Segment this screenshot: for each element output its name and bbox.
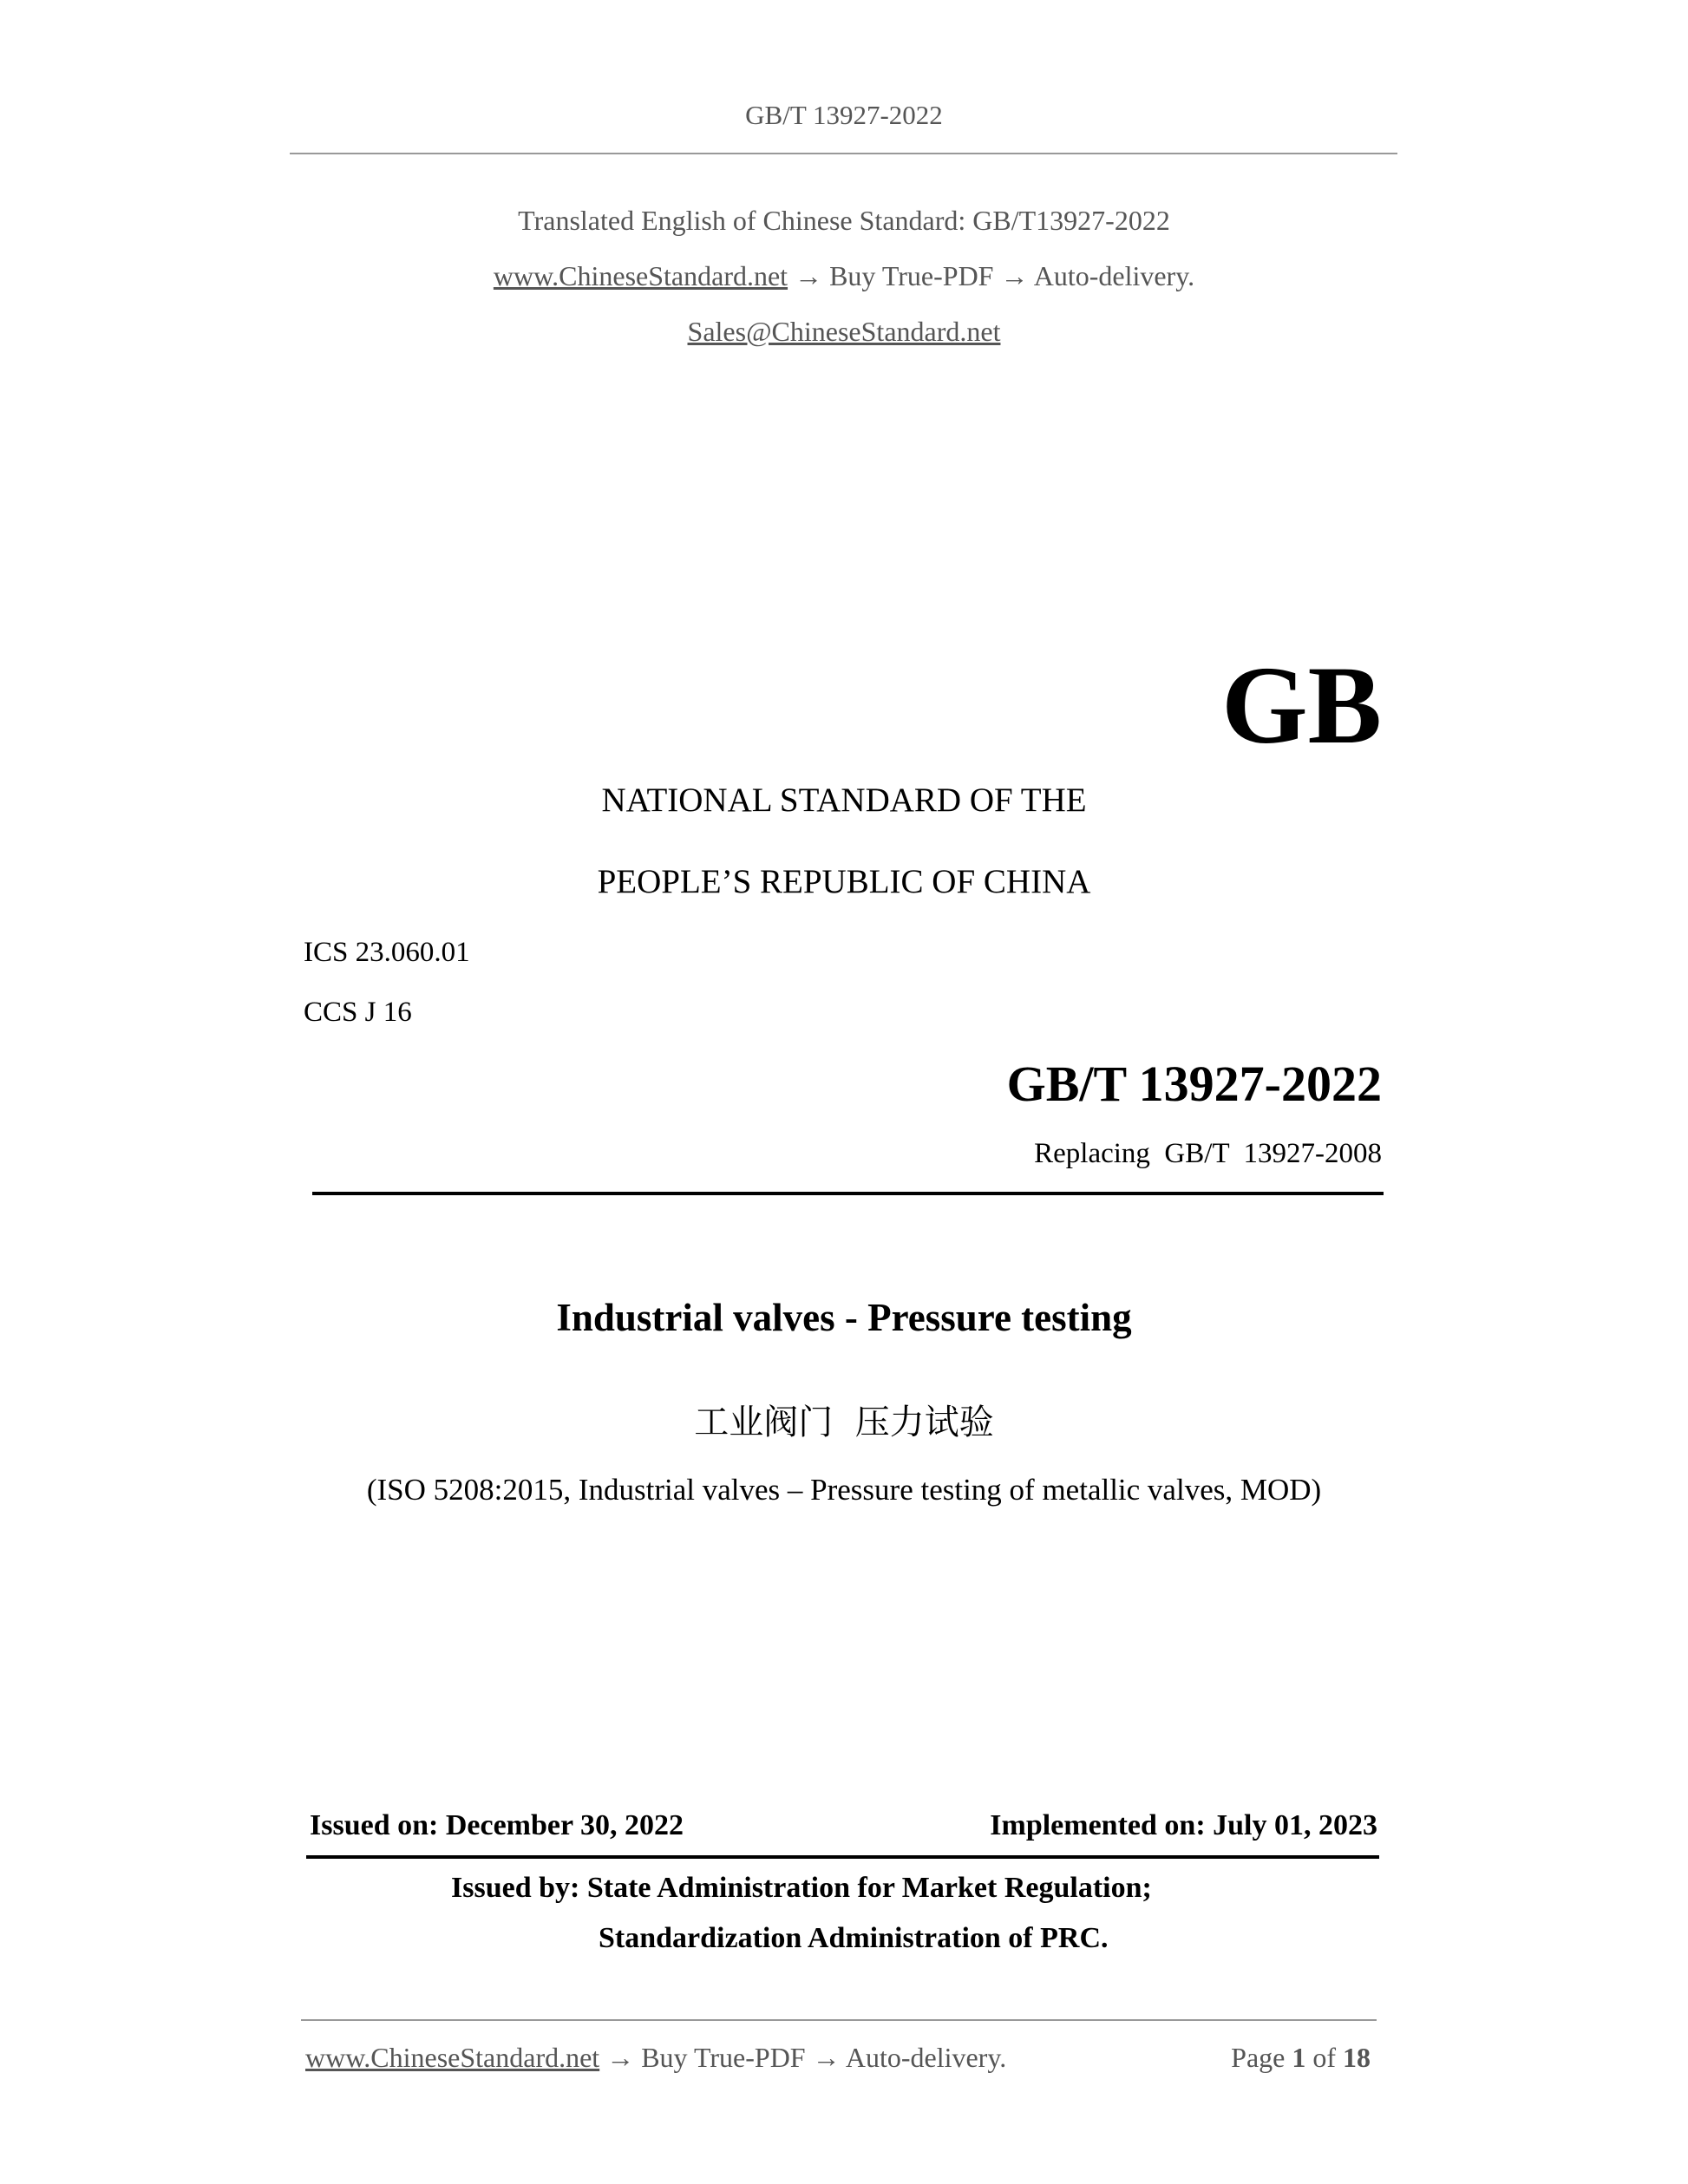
delivery-text: Auto-delivery.	[1033, 260, 1195, 291]
arrow-icon: →	[812, 2042, 841, 2073]
email-link[interactable]: Sales@ChineseStandard.net	[687, 316, 1001, 347]
arrow-icon: →	[1000, 260, 1029, 291]
email-line	[0, 316, 1688, 348]
title-divider	[312, 1192, 1384, 1195]
arrow-icon: →	[606, 2042, 635, 2073]
promo-line	[0, 260, 1688, 292]
header-divider	[290, 153, 1397, 154]
replacing-note: Replacing GB/T 13927-2008	[1034, 1138, 1382, 1169]
page-number	[1231, 2042, 1371, 2074]
footer-promo	[305, 2042, 1006, 2074]
translated-line: Translated English of Chinese Standard: GB/T13927-2022	[518, 205, 1170, 236]
ics-code: ICS 23.060.01	[304, 937, 470, 968]
running-header: GB/T 13927-2022	[745, 100, 943, 130]
footer-site-link[interactable]: www.ChineseStandard.net	[305, 2042, 600, 2073]
site-link[interactable]: www.ChineseStandard.net	[493, 260, 788, 291]
footer-buy-text: Buy True-PDF	[641, 2042, 806, 2073]
implemented-on: Implemented on: July 01, 2023	[990, 1809, 1377, 1841]
ccs-code: CCS J 16	[304, 997, 412, 1028]
page-of: of	[1312, 2042, 1336, 2073]
footer-divider	[301, 2019, 1377, 2021]
arrow-icon: →	[795, 260, 823, 291]
title-zh: 工业阀门 压力试验	[694, 1403, 994, 1442]
page-label: Page	[1231, 2042, 1286, 2073]
buy-text: Buy True-PDF	[829, 260, 994, 291]
gb-logo: GB	[1221, 644, 1382, 767]
issued-by-line-2: Standardization Administration of PRC.	[599, 1922, 1109, 1954]
standard-number: GB/T 13927-2022	[1006, 1056, 1382, 1112]
dates-divider	[306, 1855, 1379, 1859]
page-current: 1	[1292, 2042, 1306, 2073]
title-en: Industrial valves - Pressure testing	[556, 1296, 1132, 1339]
page-total: 18	[1343, 2042, 1371, 2073]
national-line-1: NATIONAL STANDARD OF THE	[601, 781, 1087, 819]
issued-on: Issued on: December 30, 2022	[310, 1809, 684, 1841]
issued-by-line-1: Issued by: State Administration for Market Regulation;	[451, 1872, 1152, 1904]
iso-reference: (ISO 5208:2015, Industrial valves – Pressure testing of metallic valves, MOD)	[366, 1473, 1322, 1507]
footer-delivery-text: Auto-delivery.	[845, 2042, 1007, 2073]
national-line-2: PEOPLE’S REPUBLIC OF CHINA	[597, 863, 1091, 900]
